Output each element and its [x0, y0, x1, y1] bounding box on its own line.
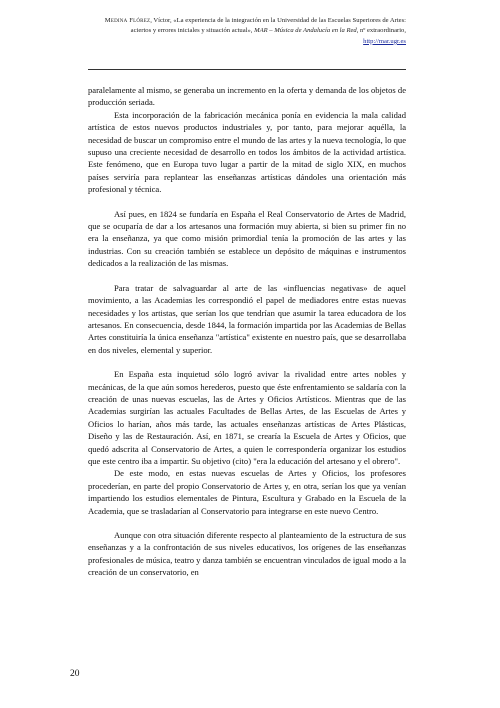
paragraph: paralelamente al mismo, se generaba un incremento en la oferta y demanda de los objetos de producción seriada. [88, 85, 406, 108]
paragraph: De este modo, en estas nuevas escuelas de Artes y Oficios, los profesores procederían, en parte del propio Conservatorio de Artes y, en otra, serían los que ya venían impartiendo los estudios elementales de Pintura, Escultura y Grabado en la Escuela de la Academia, que se trasladarían al Conservatorio para integrarse en este nuevo Centro. [88, 468, 406, 516]
header-rule [88, 69, 406, 70]
header-issue: , nº extraordinario, [356, 27, 406, 35]
body-text [88, 84, 406, 579]
page-number: 20 [70, 669, 80, 679]
paragraph: Así pues, en 1824 se fundaría en España el Real Conservatorio de Artes de Madrid, que se ocuparía de dar a los artesanos una formación muy abierta, si bien su primer fin no era la enseñanza, ya que como misión primordial tenía la promoción de las artes y las industrias. Con su creación también se establece un depósito de máquinas e instrumentos dedicados a la realización de las mismas. [88, 208, 406, 269]
paragraph: Esta incorporación de la fabricación mecánica ponía en evidencia la mala calidad artística de estos nuevos productos industriales y, por tanto, para mejorar aquélla, la necesidad de buscar un compromiso entre el mundo de las artes y la nueva tecnología, lo que supuso una creciente necesidad de desarrollo en todos los ámbitos de la actividad artística. Este fenómeno, que en Europa tuvo lugar a partir de la mitad de siglo XIX, en muchos países serviría para replantear las enseñanzas artísticas dándoles una orientación más profesional y técnica. [88, 109, 406, 195]
paragraph: Para tratar de salvaguardar al arte de las «influencias negativas» de aquel movimiento, a las Academias les correspondió el papel de mediadores entre estas nuevas necesidades y los artistas, que serían los que tendrían que asumir la tarea educadora de los artesanos. En consecuencia, desde 1844, la formación impartida por las Academias de Bellas Artes constituiría la única enseñanza "artística" existente en nuestro país, que se desarrollaba en dos niveles, elemental y superior. [88, 282, 406, 355]
running-header [88, 16, 406, 47]
header-author: Medina Flórez [104, 17, 151, 24]
header-url-link[interactable]: http://mar.ugr.es [363, 37, 406, 45]
paragraph: En España esta inquietud sólo logró avivar la rivalidad entre artes nobles y mecánicas, de la que aún somos herederos, puesto que éste enfrentamiento se saldaría con la creación de unas nuevas escuelas, las de Artes y Oficios Artísticos. Mientras que de las Academias surgirían las actuales Facultades de Bellas Artes, de las Escuelas de Artes y Oficios lo harían, años más tarde, las actuales enseñanzas artísticas de Artes Plásticas, Diseño y las de Restauración. Así, en 1871, se crearía la Escuela de Artes y Oficios, que quedó adscrita al Conservatorio de Artes, a quien le correspondería organizar los estudios que este centro iba a impartir. Su objetivo (cito) "era la educación del artesano y el obrero". [88, 369, 406, 466]
paragraph: Aunque con otra situación diferente respecto al planteamiento de la estructura de sus enseñanzas y a la confrontación de sus niveles educativos, los orígenes de las enseñanzas profesionales de música, teatro y danza también se encuentran vinculados de igual modo a la creación de un conservatorio, en [88, 530, 406, 578]
header-citation: , Víctor, «La experiencia de la integración en la Universidad de las Escuelas Superiores de Artes: aciertos y errores iniciales y situación actual», [130, 17, 406, 35]
header-journal: MAR – Música de Andalucía en la Red [254, 27, 357, 35]
